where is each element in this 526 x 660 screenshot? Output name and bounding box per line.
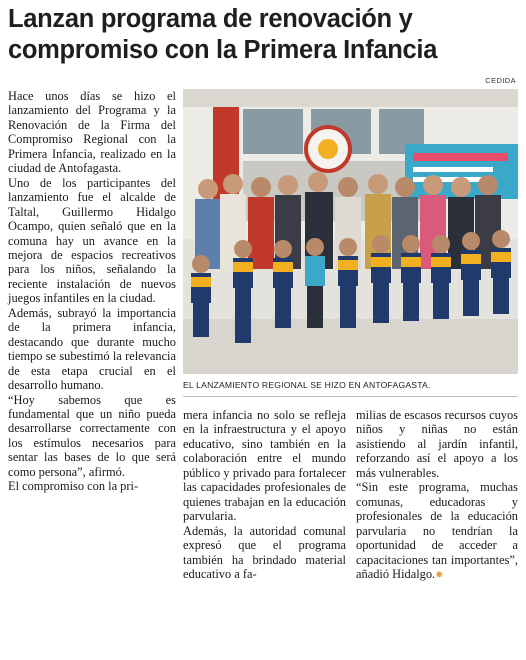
body-column-3 — [356, 408, 518, 583]
event-photo-illustration — [183, 89, 518, 374]
body-column-2 — [183, 408, 346, 581]
caption-divider — [183, 396, 518, 397]
paragraph — [356, 480, 518, 583]
event-photo — [183, 89, 518, 374]
paragraph: “Hoy sabemos que es fundamental que un niño pueda desarrollarse correctamente con los estímulos necesarios para sentar las bases de lo que será como persona”, afirmó. — [8, 392, 176, 479]
paragraph: Además, la autoridad comunal expresó que el programa también ha brindado material educativo a fa- — [183, 523, 346, 581]
closing-paragraph-text: “Sin este programa, muchas comunas, educadoras y profesionales de la educación parvularia no tendrían la oportunidad de acceder a capacitaciones tan importantes”, añadió Hidalgo. — [356, 480, 518, 581]
body-column-1 — [8, 89, 176, 494]
paragraph: El compromiso con la pri- — [8, 479, 139, 494]
paragraph: Uno de los participantes del lanzamiento fue el alcalde de Taltal, Guillermo Hidalgo Ocampo, quien señaló que en la comuna hay un avance en la mejora de espacios recreativos para los niños, señalando la reciente instalación de nuevos juegos infantiles en la ciudad. — [8, 175, 176, 306]
photo-credit: CEDIDA — [485, 76, 516, 85]
paragraph: Además, subrayó la importancia de la primera infancia, destacando que durante mucho tiempo se subestimó la relevancia de esta etapa crucial en el desarrollo humano. — [8, 305, 176, 393]
paragraph: Hace unos días se hizo el lanzamiento del Programa y la Renovación de la Firma del Compromiso Regional con la Primera Infancia, realizado en la ciudad de Antofagasta. — [8, 89, 176, 176]
photo-caption: EL LANZAMIENTO REGIONAL SE HIZO EN ANTOFAGASTA. — [183, 380, 431, 390]
headline: Lanzan programa de renovación y compromiso con la Primera Infancia — [8, 5, 438, 64]
end-of-article-icon: ✸ — [435, 569, 444, 581]
paragraph: milias de escasos recursos cuyos niños y niñas no están asistiendo al jardín infantil, reforzando así el apoyo a los más vulnerables. — [356, 408, 518, 480]
paragraph: mera infancia no solo se refleja en la infraestructura y el apoyo educativo, sino también en la colaboración entre el mundo público y privado para fortalecer las capacidades profesionales de quienes trabajan en la educación parvularia. — [183, 408, 346, 524]
